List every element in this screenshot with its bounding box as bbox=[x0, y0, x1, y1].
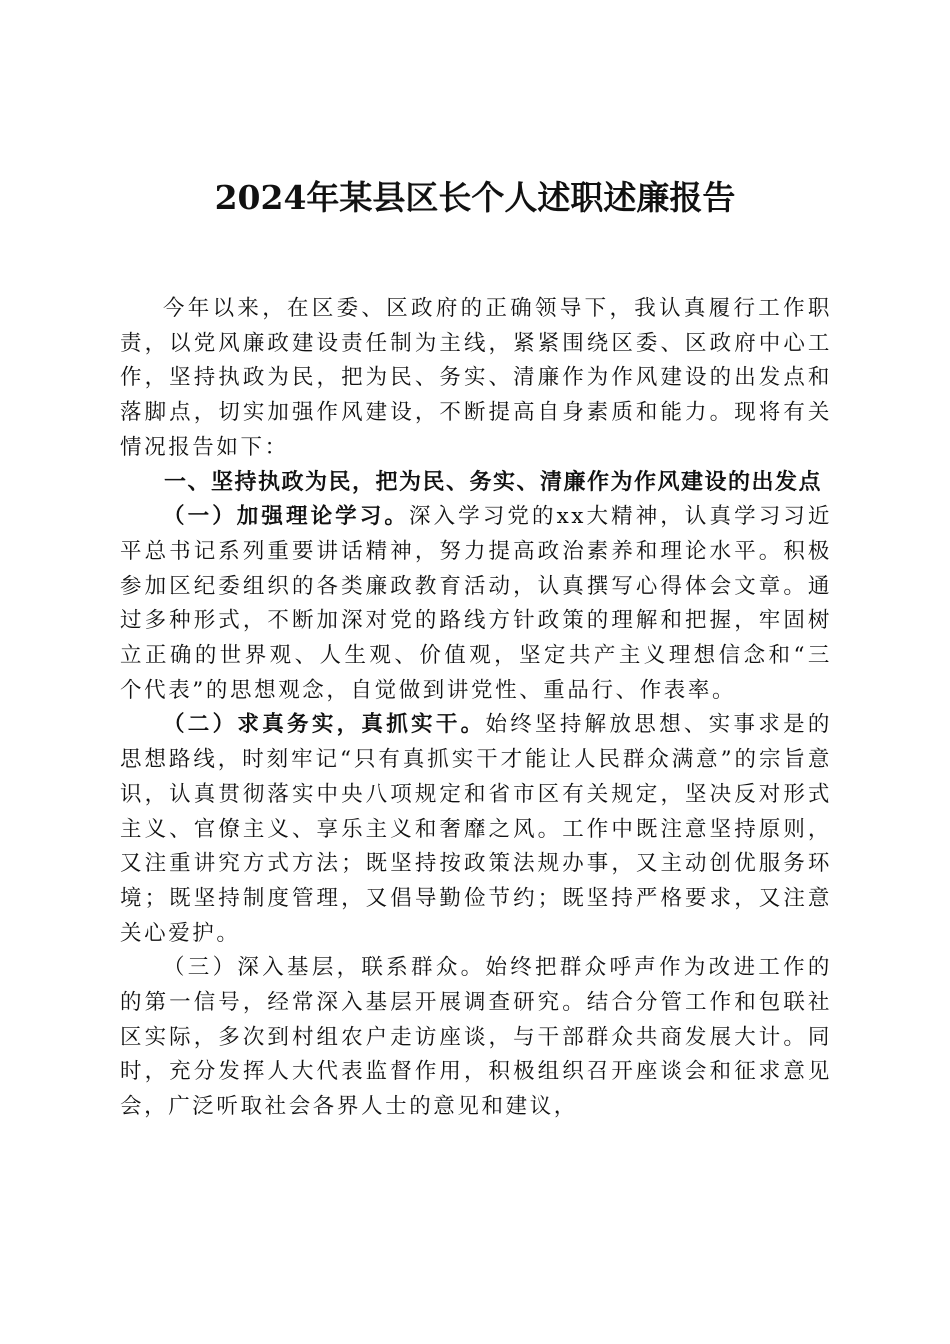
subsection-1-paragraph bbox=[120, 500, 832, 708]
subsection-2-lead: （二）求真务实，真抓实干。 bbox=[163, 712, 486, 738]
subsection-3-paragraph: （三）深入基层，联系群众。始终把群众呼声作为改进工作的的第一信号，经常深入基层开展调查研究。结合分管工作和包联社区实际，多次到村组农户走访座谈，与干部群众共商发展大计。同时，充分发挥人大代表监督作用，积极组织召开座谈会和征求意见会，广泛听取社会各界人士的意见和建议， bbox=[120, 955, 832, 1120]
subsection-2-text: 始终坚持解放思想、实事求是的思想路线，时刻牢记“只有真抓实干才能让人民群众满意”的宗旨意识，认真贯彻落实中央八项规定和省市区有关规定，坚决反对形式主义、官僚主义、享乐主义和奢靡之风。工作中既注意坚持原则，又注重讲究方式方法；既坚持按政策法规办事，又主动创优服务环境；既坚持制度管理，又倡导勤俭节约；既坚持严格要求，又注意关心爱护。 bbox=[120, 712, 832, 946]
subsection-1-text: 深入学习党的xx大精神，认真学习习近平总书记系列重要讲话精神，努力提高政治素养和理论水平。积极参加区纪委组织的各类廉政教育活动，认真撰写心得体会文章。通过多种形式，不断加深对党的路线方针政策的理解和把握，牢固树立正确的世界观、人生观、价值观，坚定共产主义理想信念和“三个代表”的思想观念，自觉做到讲党性、重品行、作表率。 bbox=[120, 504, 832, 703]
document-body bbox=[120, 292, 832, 1125]
document-title: 2024年某县区长个人述职述廉报告 bbox=[214, 178, 736, 217]
section-heading-1: 一、坚持执政为民，把为民、务实、清廉作为作风建设的出发点 bbox=[164, 469, 823, 495]
intro-paragraph: 今年以来，在区委、区政府的正确领导下，我认真履行工作职责，以党风廉政建设责任制为主线，紧紧围绕区委、区政府中心工作，坚持执政为民，把为民、务实、清廉作为作风建设的出发点和落脚点，切实加强作风建设，不断提高自身素质和能力。现将有关情况报告如下： bbox=[120, 296, 832, 460]
subsection-2-paragraph bbox=[120, 708, 832, 951]
subsection-1-lead: （一）加强理论学习。 bbox=[163, 504, 409, 530]
